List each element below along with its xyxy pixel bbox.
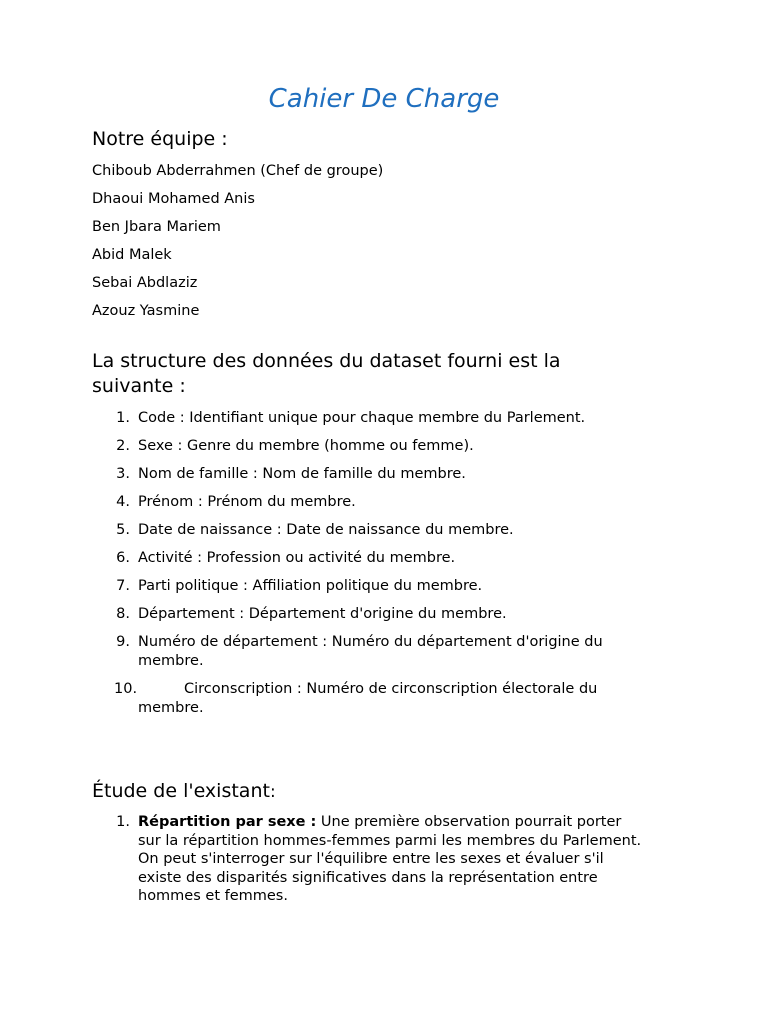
list-number: 2. (116, 438, 130, 454)
list-text-line3: On peut s'interroger sur l'équilibre entre les sexes et évaluer s'il (138, 851, 604, 867)
team-member: Dhaoui Mohamed Anis (92, 191, 255, 207)
team-member: Abid Malek (92, 247, 172, 263)
list-text (138, 633, 678, 670)
structure-heading-line2: suivante : (92, 375, 186, 397)
existant-heading-colon: : (269, 782, 276, 802)
team-member: Azouz Yasmine (92, 303, 200, 319)
list-number: 10. (114, 681, 138, 697)
list-text-line1: Circonscription : Numéro de circonscription électorale du (184, 681, 598, 697)
list-text: Code : Identifiant unique pour chaque membre du Parlement. (138, 410, 586, 426)
list-text-line5: hommes et femmes. (138, 888, 288, 904)
team-member: Ben Jbara Mariem (92, 219, 221, 235)
existant-heading (92, 779, 276, 805)
existant-heading-text: Étude de l'existant (92, 780, 270, 802)
list-text: Département : Département d'origine du membre. (138, 606, 507, 622)
team-heading: Notre équipe : (92, 128, 228, 150)
structure-heading-line1: La structure des données du dataset fourni est la (92, 350, 561, 372)
structure-heading (92, 349, 561, 399)
team-member: Chiboub Abderrahmen (Chef de groupe) (92, 163, 384, 179)
team-member: Sebai Abdlaziz (92, 275, 198, 291)
list-text: Parti politique : Affiliation politique du membre. (138, 578, 483, 594)
list-text-line2: sur la répartition hommes-femmes parmi les membres du Parlement. (138, 832, 642, 849)
list-text: Prénom : Prénom du membre. (138, 494, 356, 510)
list-text-line2: membre. (138, 699, 204, 716)
list-text-line1: Une première observation pourrait porter (316, 814, 622, 830)
list-number: 4. (116, 494, 130, 510)
list-number: 7. (116, 578, 130, 594)
list-text-line2: membre. (138, 652, 204, 669)
list-number: 1. (116, 814, 130, 830)
list-number: 3. (116, 466, 130, 482)
list-number: 1. (116, 410, 130, 426)
list-text (138, 680, 678, 717)
document-title: Cahier De Charge (268, 84, 500, 114)
list-text: Sexe : Genre du membre (homme ou femme). (138, 438, 474, 454)
list-number: 6. (116, 550, 130, 566)
list-number: 5. (116, 522, 130, 538)
list-text: Activité : Profession ou activité du membre. (138, 550, 456, 566)
list-number: 8. (116, 606, 130, 622)
list-text-line1: Numéro de département : Numéro du département d'origine du (138, 634, 603, 650)
list-text (138, 813, 678, 906)
list-bold-label: Répartition par sexe : (138, 814, 317, 830)
list-text: Nom de famille : Nom de famille du membre. (138, 466, 466, 482)
list-text: Date de naissance : Date de naissance du membre. (138, 522, 514, 538)
list-number: 9. (116, 634, 130, 650)
list-text-line4: existe des disparités significatives dans la représentation entre (138, 869, 598, 886)
